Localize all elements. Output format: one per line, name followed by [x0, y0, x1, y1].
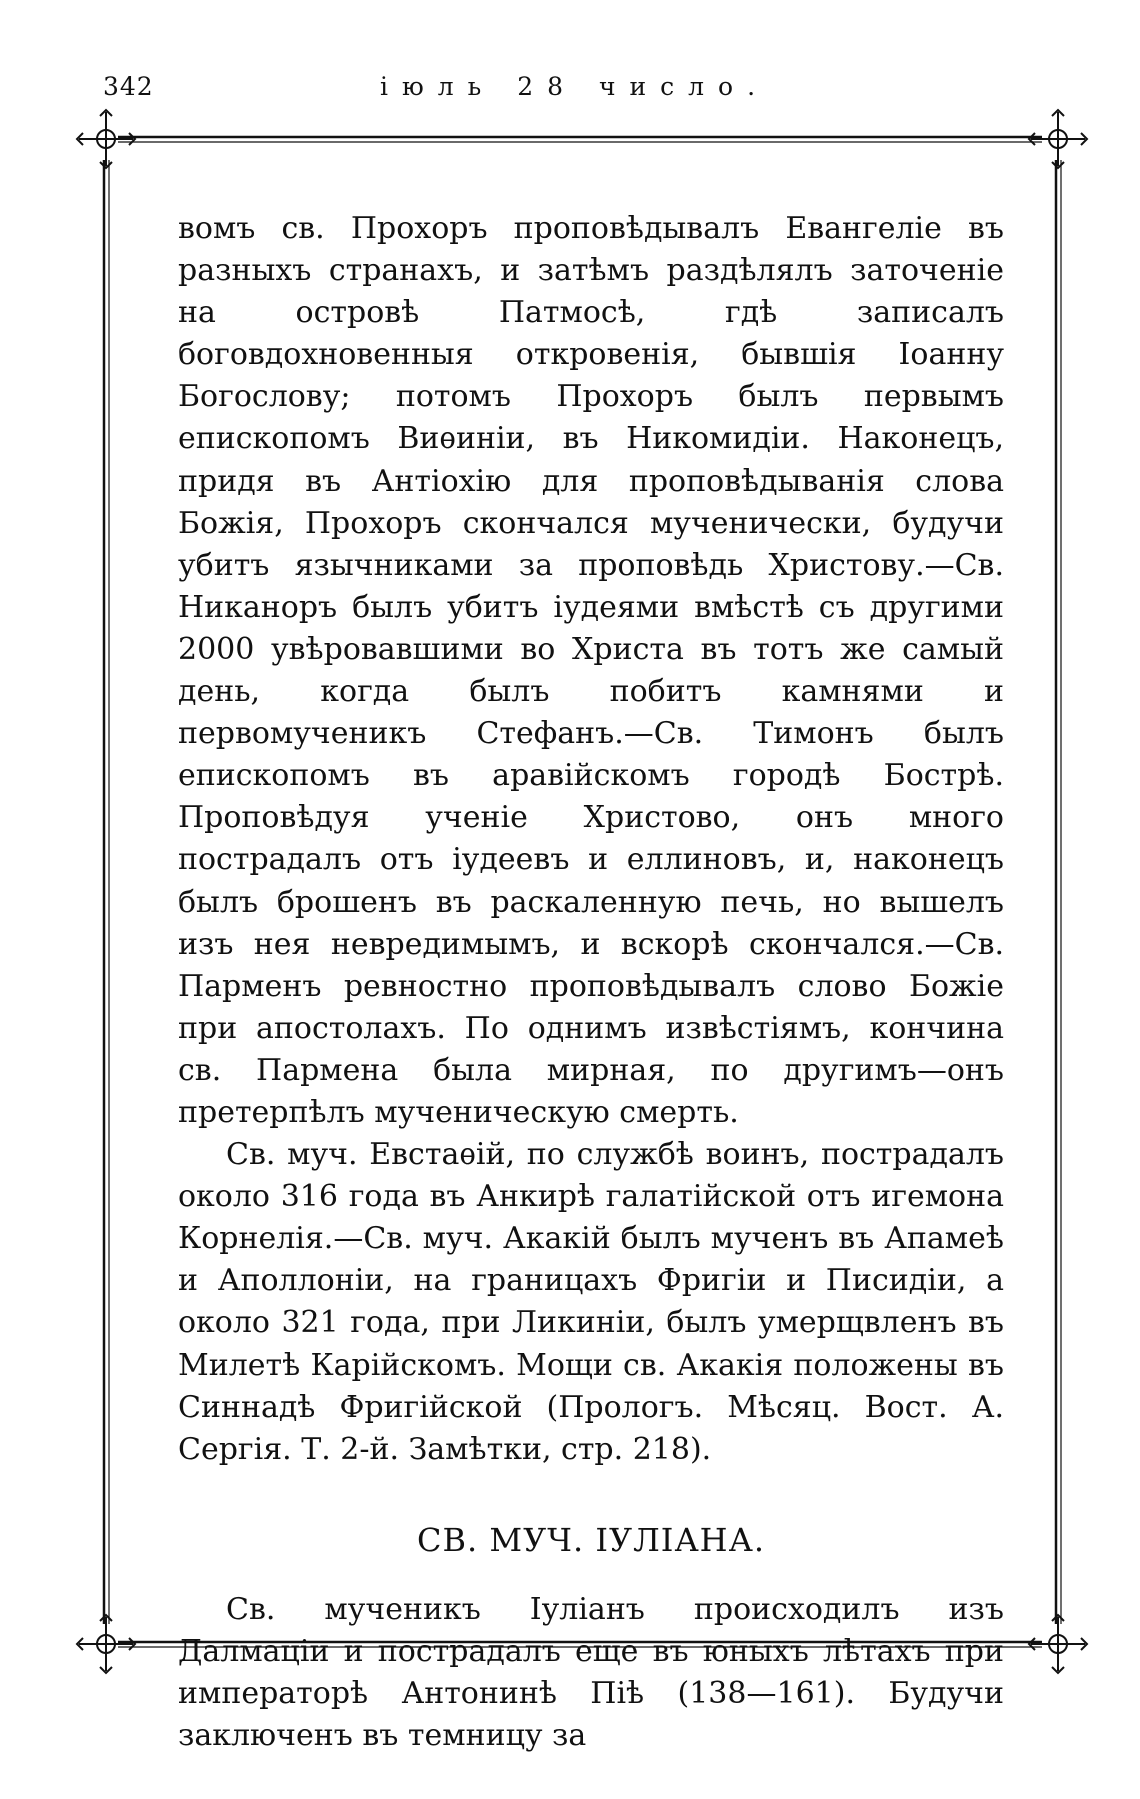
running-head: іюль 28 число.: [380, 72, 770, 101]
section-heading: СВ. МУЧ. ІУЛІАНА.: [417, 1520, 765, 1559]
corner-ornament-bottom-right-icon: [1029, 1615, 1087, 1673]
paragraph-continuation: вомъ св. Прохоръ проповѣдывалъ Евангеліе въ разныхъ странахъ, и затѣмъ раздѣлялъ заточеніе на островѣ Патмосѣ, гдѣ записалъ боговдохновенныя откровенія, бывшія Іоанну Богослову; потомъ Прохоръ былъ первымъ епископомъ Виѳиніи, въ Никомидіи. Наконецъ, придя въ Антіохію для проповѣдыванія слова Божія, Прохоръ скончался мученически, будучи убитъ язычниками за проповѣдь Христову.—Св. Никаноръ былъ убитъ іудеями вмѣстѣ съ другими 2000 увѣровавшими во Христа въ тотъ же самый день, когда былъ побитъ камнями и первомученикъ Стефанъ.—Св. Тимонъ былъ епископомъ въ аравійскомъ городѣ Бострѣ. Проповѣдуя ученіе Христово, онъ много пострадалъ отъ іудеевъ и еллиновъ, и, наконецъ былъ брошенъ въ раскаленную печь, но вышелъ изъ нея невредимымъ, и вскорѣ скончался.—Св. Парменъ ревностно проповѣдывалъ слово Божіе при апостолахъ. По однимъ извѣстіямъ, кончина св. Пармена была мирная, по другимъ—онъ претерпѣлъ мученическую смерть.: [178, 211, 1004, 1130]
page-number: 342: [103, 72, 154, 101]
paragraph-eustathius: Св. муч. Евстаѳій, по службѣ воинъ, пострадалъ около 316 года въ Анкирѣ галатійской отъ игемона Корнелія.—Св. муч. Акакій былъ мученъ въ Апамеѣ и Аполлоніи, на границахъ Фригіи и Писидіи, а около 321 года, при Ликиніи, былъ умерщвленъ въ Милетѣ Карійскомъ. Мощи св. Акакія положены въ Синнадѣ Фригійской (Прологъ. Мѣсяц. Вост. А. Сергія. Т. 2-й. Замѣтки, стр. 218).: [178, 1137, 1004, 1467]
corner-ornament-bottom-left-icon: [77, 1615, 135, 1673]
corner-ornament-top-right-icon: [1029, 110, 1087, 168]
main-text: [178, 208, 1004, 1757]
corner-ornament-top-left-icon: [77, 110, 135, 168]
paragraph-julian: Св. мученикъ Іуліанъ происходилъ изъ Далмаціи и пострадалъ еще въ юныхъ лѣтахъ при императорѣ Антонинѣ Піѣ (138—161). Будучи заключенъ въ темницу за: [178, 1591, 1004, 1754]
